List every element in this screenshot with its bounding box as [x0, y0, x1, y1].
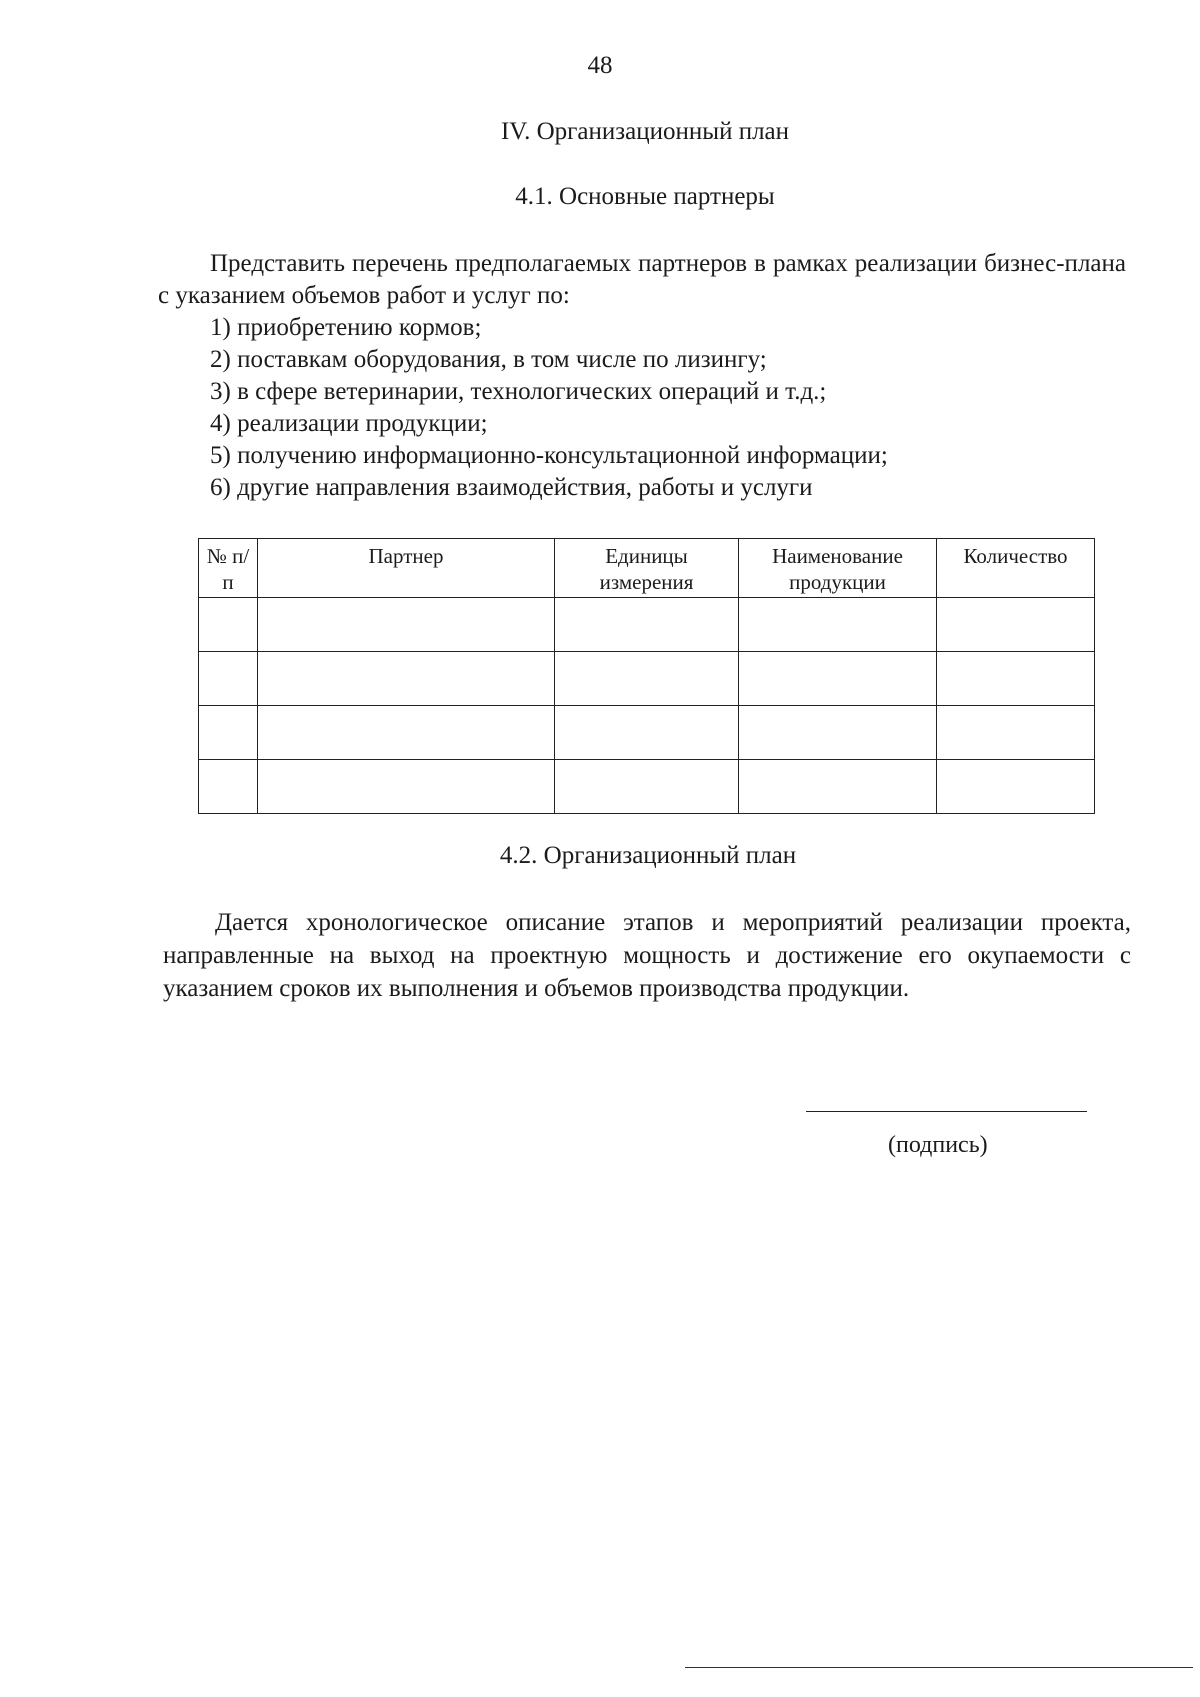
list-item: 5) получению информационно-консультационной информации;	[210, 442, 888, 469]
table-cell[interactable]	[258, 598, 555, 652]
partners-table	[198, 538, 1095, 814]
table-cell[interactable]	[258, 706, 555, 760]
subsection-1-title: 4.1. Основные партнеры	[515, 183, 775, 210]
table-row	[199, 706, 1095, 760]
table-cell[interactable]	[937, 706, 1095, 760]
header-number: № п/п	[199, 539, 258, 598]
subsection-2-title: 4.2. Организационный план	[499, 842, 797, 869]
table-cell[interactable]	[555, 652, 739, 706]
table-cell[interactable]	[739, 706, 937, 760]
table-cell[interactable]	[739, 652, 937, 706]
signature-line	[806, 1111, 1087, 1112]
section-title: IV. Организационный план	[500, 118, 790, 145]
table-cell[interactable]	[555, 598, 739, 652]
table-cell[interactable]	[199, 652, 258, 706]
list-item: 6) другие направления взаимодействия, работы и услуги	[210, 474, 813, 501]
table-cell[interactable]	[937, 760, 1095, 814]
partner-scope-list	[210, 312, 888, 504]
list-item: 1) приобретению кормов;	[210, 314, 482, 341]
table-row	[199, 760, 1095, 814]
table-row	[199, 598, 1095, 652]
header-partner: Партнер	[258, 539, 555, 598]
partners-table-wrapper	[198, 538, 1094, 814]
org-plan-text: Дается хронологическое описание этапов и мероприятий реализации проекта, направленные на выход на проектную мощность и достижение его окупаемости с указанием сроков их выполнения и объемов производства продукции.	[163, 909, 1131, 1002]
bottom-rule	[685, 1667, 1193, 1668]
table-cell[interactable]	[258, 652, 555, 706]
table-cell[interactable]	[739, 598, 937, 652]
table-cell[interactable]	[739, 760, 937, 814]
table-header-row	[199, 539, 1095, 598]
table-cell[interactable]	[555, 760, 739, 814]
list-item: 3) в сфере ветеринарии, технологических операций и т.д.;	[210, 378, 827, 405]
page-number: 48	[587, 52, 613, 79]
table-cell[interactable]	[937, 598, 1095, 652]
header-quantity: Количество	[937, 539, 1095, 598]
signature-label: (подпись)	[888, 1132, 988, 1158]
intro-paragraph	[158, 248, 1126, 312]
org-plan-paragraph	[163, 906, 1131, 1005]
table-cell[interactable]	[199, 760, 258, 814]
list-item: 4) реализации продукции;	[210, 410, 488, 437]
table-cell[interactable]	[199, 598, 258, 652]
header-units: Единицы измерения	[555, 539, 739, 598]
table-cell[interactable]	[258, 760, 555, 814]
list-item: 2) поставкам оборудования, в том числе по лизингу;	[210, 346, 767, 373]
table-cell[interactable]	[937, 652, 1095, 706]
intro-text: Представить перечень предполагаемых партнеров в рамках реализации бизнес-плана с указанием объемов работ и услуг по:	[158, 250, 1126, 309]
table-row	[199, 652, 1095, 706]
header-product-name: Наименование продукции	[739, 539, 937, 598]
table-cell[interactable]	[199, 706, 258, 760]
table-cell[interactable]	[555, 706, 739, 760]
